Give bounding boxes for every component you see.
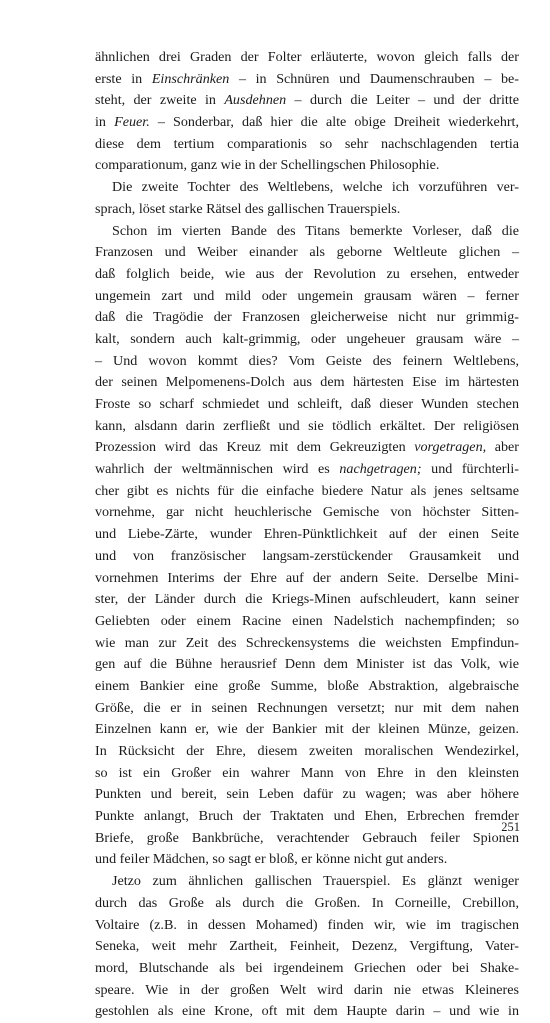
text-line: Briefe, große Bankbrüche, verachtender Gebrauch feiler Spionen [95, 829, 519, 846]
text-line: speare. Wie in der großen Welt wird darin nie etwas Kleineres [95, 981, 519, 998]
text-line: vornehme, gar nicht heuchlerische Gemische von höchster Sitten- [95, 504, 519, 521]
text-line: daß die Tragödie der Franzosen gleicherweise nicht nur grimmig- [95, 309, 519, 326]
text-line: in Feuer. – Sonderbar, daß hier die alte obige Dreiheit wiederkehrt, [95, 114, 519, 131]
text-line: Die zweite Tochter des Weltlebens, welche ich vorzuführen ver- [112, 179, 519, 196]
text-line: Seneka, weit mehr Zartheit, Feinheit, Dezenz, Vergiftung, Vater- [95, 938, 519, 955]
text-line: Größe, die er in seinen Rechnungen versetzt; nur mit dem nahen [95, 699, 519, 716]
text-line: Jetzo zum ähnlichen gallischen Trauerspiel. Es glänzt weniger [112, 873, 519, 890]
text-line: sprach, löset starke Rätsel des gallischen Trauerspiels. [95, 200, 401, 217]
text-line: wie man zur Zeit des Schreckensystems die weichsten Empfindun- [95, 634, 519, 651]
text-line: wahrlich der weltmännischen wird es nachgetragen; und fürchterli- [95, 461, 519, 478]
text-line: In Rücksicht der Ehre, diesem zweiten moralischen Wendezirkel, [95, 743, 519, 759]
text-line: erste in Einschränken – in Schnüren und Daumenschrauben – be- [95, 70, 519, 87]
text-line: einem Bankier eine große Summe, bloße Abstraktion, algebraische [95, 677, 519, 694]
text-line: comparationum, ganz wie in der Schellingschen Philosophie. [95, 157, 440, 174]
text-line: so ist ein Großer ein wahrer Mann von Ehre in den kleinsten [95, 764, 519, 781]
text-line: Prozession wird das Kreuz mit dem Gekreuzigten vorgetragen, aber [95, 439, 519, 456]
text-line: mord, Blutschande als bei irgendeinem Griechen oder bei Shake- [95, 959, 519, 976]
text-line: Punkte anlangt, Bruch der Traktaten und Ehen, Erbrechen fremder [95, 808, 519, 825]
text-line: ster, der Länder durch die Kriegs-Minen aufschleudert, kann seiner [95, 591, 519, 608]
text-line: ähnlichen drei Graden der Folter erläuterte, wovon gleich falls der [95, 49, 519, 65]
text-line: gestohlen als eine Krone, oft mit dem Haupte darin – und wie in [95, 1003, 519, 1020]
text-line: cher gibt es nichts für die einfache biedere Natur als jenes seltsame [95, 482, 519, 499]
text-line: und feiler Mädchen, so sagt er bloß, er könne nicht gut anders. [95, 851, 448, 868]
text-line: und von französischer langsam-zerstückender Grausamkeit und [95, 547, 519, 564]
text-line: daß folglich beide, wie aus der Revolution zu ersehen, entweder [95, 265, 519, 282]
text-line: Geliebten oder einem Racine einen Nadelstich nachempfinden; so [95, 612, 519, 629]
text-line: der seinen Melpomenens-Dolch aus dem härtesten Eise im härtesten [95, 374, 519, 391]
text-line: gen auf die Bühne herausrief Denn dem Minister ist das Volk, wie [95, 656, 519, 673]
body-text [95, 47, 519, 1023]
text-line: durch das Große als durch die Großen. In Corneille, Crebillon, [95, 894, 519, 911]
text-line: kann, alsdann darin zerfließt und sie tödlich erkältet. Der religiösen [95, 417, 519, 434]
text-line: steht, der zweite in Ausdehnen – durch die Leiter – und der dritte [95, 92, 519, 109]
text-line: Schon im vierten Bande des Titans bemerkte Vorleser, daß die [112, 222, 519, 239]
text-line: diese dem tertium comparationis so sehr nachschlagenden tertia [95, 135, 519, 152]
text-line: Franzosen und Weiber einander als geborne Weltleute glichen – [95, 244, 519, 261]
text-line: ungemein zart und mild oder ungemein grausam wären – ferner [95, 287, 519, 304]
text-line: vornehmen Interims der Ehre auf der andern Seite. Derselbe Mini- [95, 569, 519, 586]
text-line: Punkten und bereit, sein Leben dafür zu wagen; was aber höhere [95, 786, 519, 803]
text-line: Einzelnen kann er, wie der Bankier mit der kleinen Münze, geizen. [95, 721, 519, 738]
text-line: und Liebe-Zärte, wunder Ehren-Pünktlichkeit auf der einen Seite [95, 526, 519, 543]
page-number: 251 [501, 820, 520, 834]
text-line: Froste so scharf schmiedet und schleift, daß dieser Wunden stechen [95, 396, 519, 412]
text-line: kalt, sondern auch kalt-grimmig, oder ungeheuer grausam wäre – [95, 330, 519, 347]
text-line: Voltaire (z.B. in dessen Mohamed) finden wir, wie im tragischen [95, 916, 519, 933]
text-line: – Und wovon kommt dies? Vom Geiste des feinern Weltlebens, [95, 352, 519, 369]
